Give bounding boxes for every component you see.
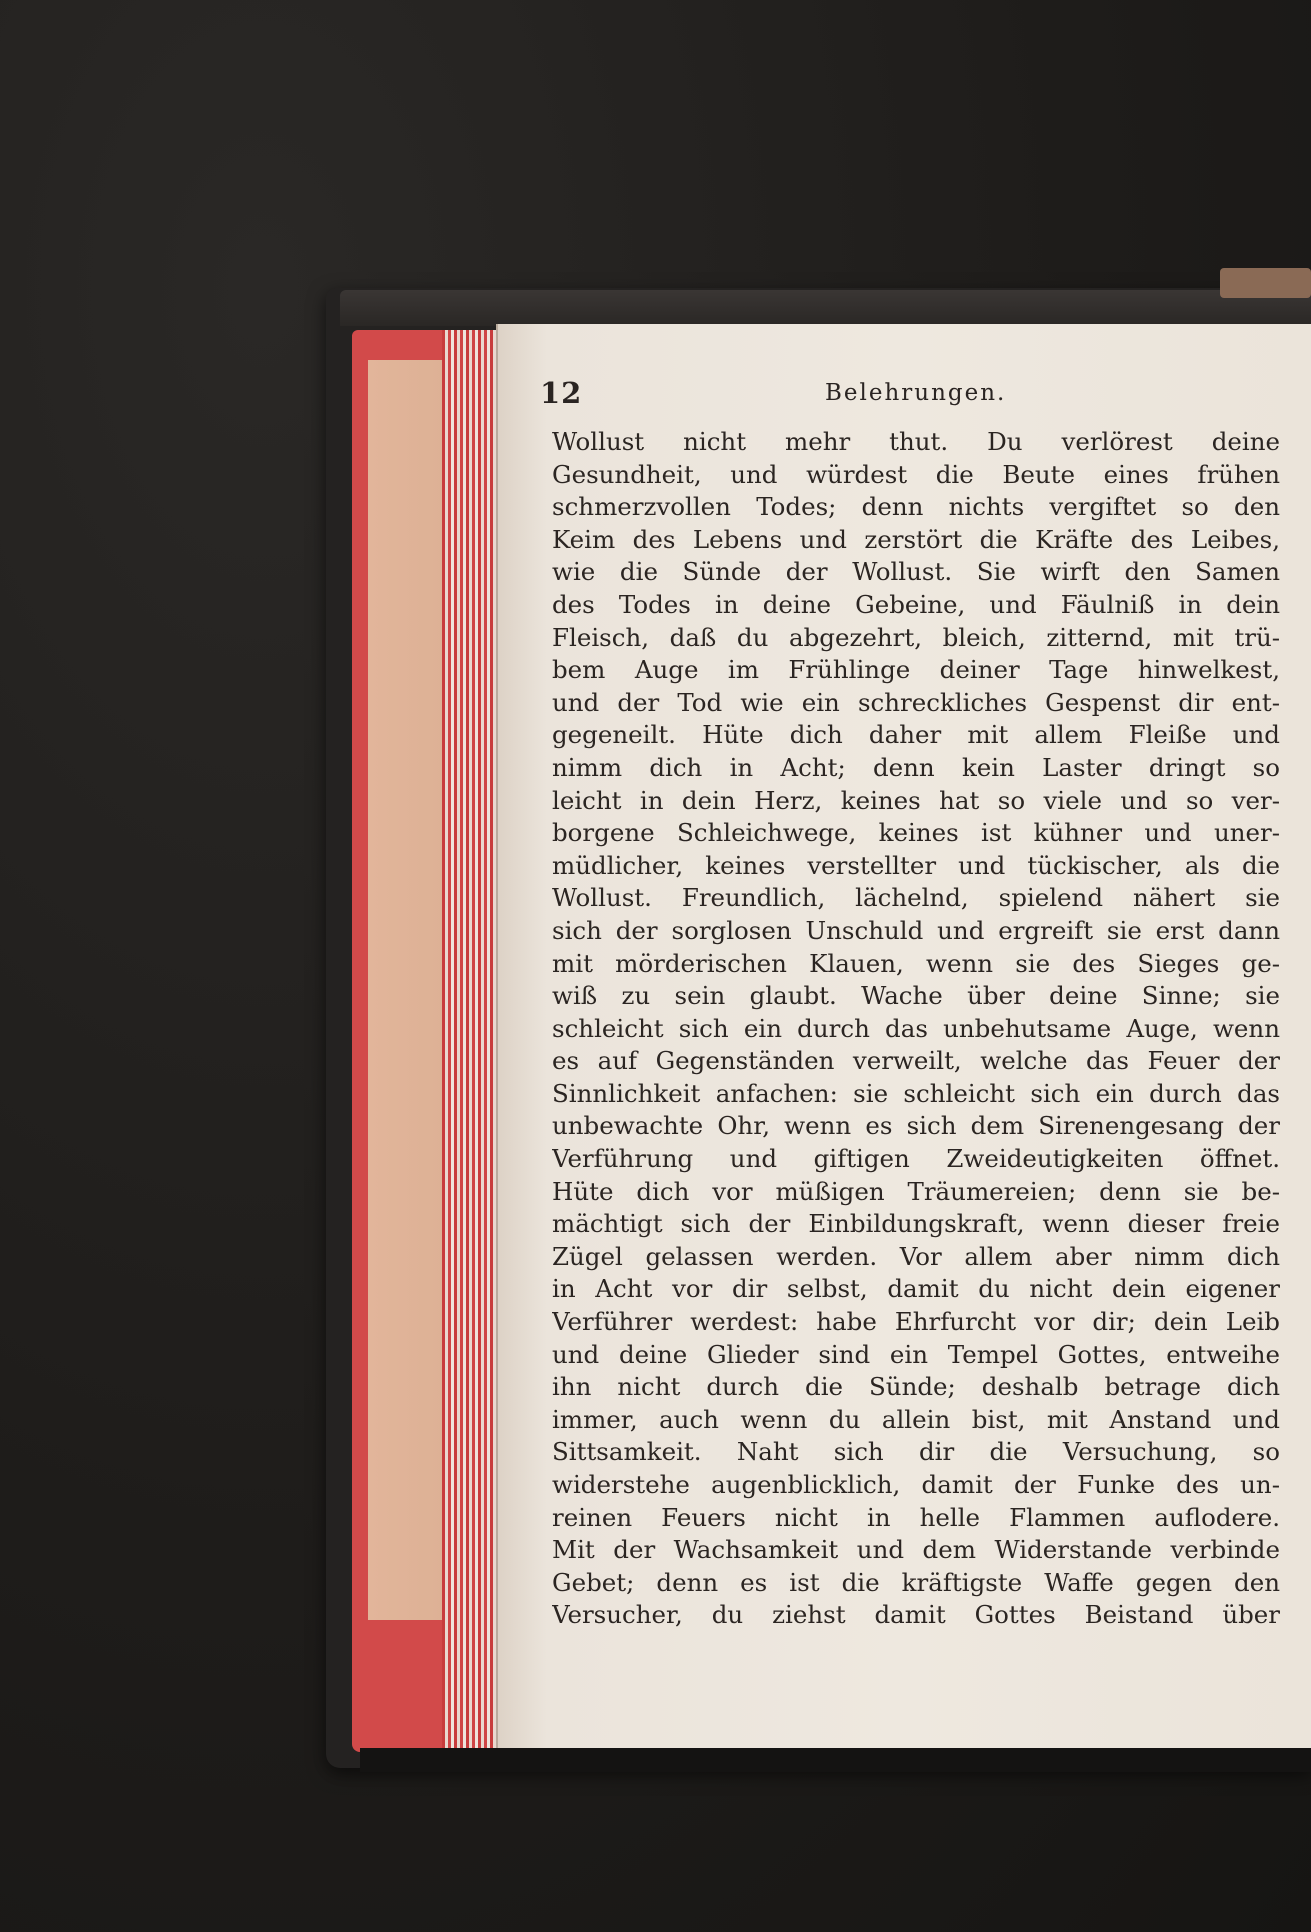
text-line: Fleisch, daß du abgezehrt, bleich, zitternd, mit trü- (552, 622, 1280, 652)
text-line: Verführung und giftigen Zweideutigkeiten öffnet. (552, 1144, 1280, 1174)
text-line: schleicht sich ein durch das unbehutsame Auge, wenn (552, 1013, 1280, 1043)
text-line: bem Auge im Frühlinge deiner Tage hinwelkest, (552, 655, 1280, 685)
text-line: mit mörderischen Klauen, wenn sie des Sieges ge- (552, 948, 1280, 978)
text-line: Sinnlichkeit anfachen: sie schleicht sich ein durch das (552, 1078, 1280, 1108)
text-line: Keim des Lebens und zerstört die Kräfte des Leibes, (552, 524, 1280, 554)
text-line: sich der sorglosen Unschuld und ergreift sie erst dann (552, 915, 1280, 945)
text-line: des Todes in deine Gebeine, und Fäulniß in dein (552, 589, 1280, 619)
text-line: Gebet; denn es ist die kräftigste Waffe gegen den (552, 1567, 1280, 1597)
text-line: und der Tod wie ein schreckliches Gespenst dir ent- (552, 687, 1280, 717)
text-line: müdlicher, keines verstellter und tückischer, als die (552, 850, 1280, 880)
text-line: immer, auch wenn du allein bist, mit Anstand und (552, 1404, 1280, 1434)
book-cover-top-edge (340, 290, 1311, 326)
text-line: Zügel gelassen werden. Vor allem aber nimm dich (552, 1241, 1280, 1271)
text-line: nimm dich in Acht; denn kein Laster dringt so (552, 752, 1280, 782)
text-line: Sittsamkeit. Naht sich dir die Versuchung, so (552, 1437, 1280, 1467)
text-line: Mit der Wachsamkeit und dem Widerstande verbinde (552, 1535, 1280, 1565)
text-line: wie die Sünde der Wollust. Sie wirft den Samen (552, 557, 1280, 587)
text-line: reinen Feuers nicht in helle Flammen auflodere. (552, 1502, 1280, 1532)
text-line: leicht in dein Herz, keines hat so viele und so ver- (552, 785, 1280, 815)
page-block-leaf-edges (442, 330, 498, 1752)
book-cover-worn-corner (1220, 268, 1311, 298)
text-line: unbewachte Ohr, wenn es sich dem Sirenengesang der (552, 1111, 1280, 1141)
text-line: gegeneilt. Hüte dich daher mit allem Fleiße und (552, 720, 1280, 750)
text-line: ihn nicht durch die Sünde; deshalb betrage dich (552, 1372, 1280, 1402)
text-line: Wollust. Freundlich, lächelnd, spielend nähert sie (552, 883, 1280, 913)
text-line: Hüte dich vor müßigen Träumereien; denn sie be- (552, 1176, 1280, 1206)
text-line: borgene Schleichwege, keines ist kühner und uner- (552, 818, 1280, 848)
text-line: schmerzvollen Todes; denn nichts vergiftet so den (552, 492, 1280, 522)
page-number: 12 (540, 376, 583, 410)
text-line: wiß zu sein glaubt. Wache über deine Sinne; sie (552, 981, 1280, 1011)
running-head: Belehrungen. (825, 380, 1007, 406)
book-bottom-shadow (360, 1748, 1311, 1772)
page-header (540, 376, 1290, 416)
text-line: Gesundheit, und würdest die Beute eines frühen (552, 459, 1280, 489)
text-line: in Acht vor dir selbst, damit du nicht dein eigener (552, 1274, 1280, 1304)
text-line: Verführer werdest: habe Ehrfurcht vor dir; dein Leib (552, 1307, 1280, 1337)
text-line: es auf Gegenständen verweilt, welche das Feuer der (552, 1046, 1280, 1076)
text-line: widerstehe augenblicklich, damit der Funke des un- (552, 1470, 1280, 1499)
text-line: Versucher, du ziehst damit Gottes Beistand über (552, 1600, 1280, 1630)
text-line: Wollust nicht mehr thut. Du verlörest deine (552, 427, 1280, 456)
page-body-text (552, 426, 1280, 1632)
text-line: und deine Glieder sind ein Tempel Gottes, entweihe (552, 1339, 1280, 1369)
text-line: mächtigt sich der Einbildungskraft, wenn dieser freie (552, 1209, 1280, 1239)
